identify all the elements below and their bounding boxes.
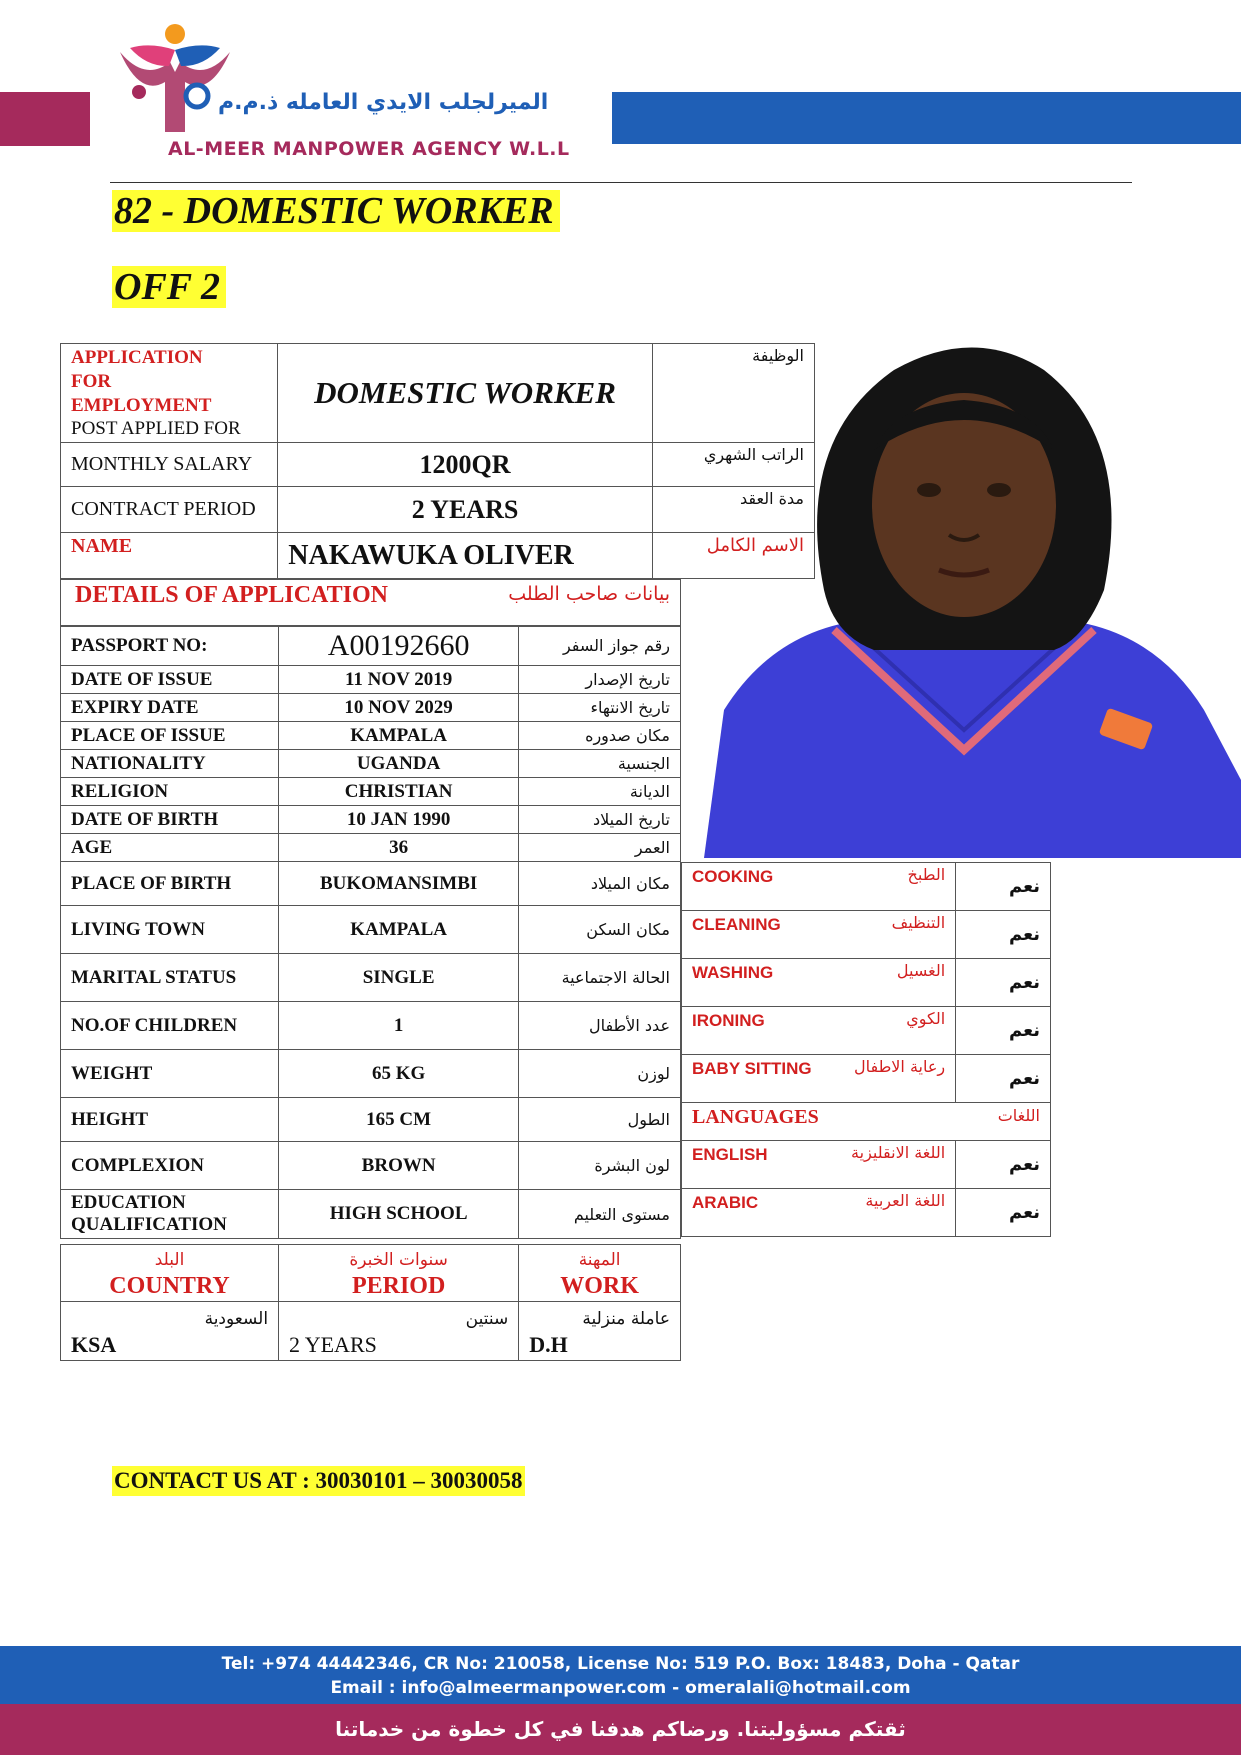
details-row: [61, 954, 681, 1002]
detail-arabic: مكان الميلاد: [519, 862, 681, 906]
skill-name: BABY SITTING: [692, 1059, 812, 1078]
details-row: [61, 1190, 681, 1239]
skill-yes: نعم: [956, 1189, 1051, 1237]
languages-header-arabic: اللغات: [997, 1106, 1040, 1125]
detail-value: 165 CM: [279, 1098, 519, 1142]
details-row: [61, 626, 681, 666]
detail-arabic: مكان السكن: [519, 906, 681, 954]
detail-arabic: لون البشرة: [519, 1142, 681, 1190]
detail-value: KAMPALA: [279, 906, 519, 954]
footer-slogan: ثقتكم مسؤوليتنا. ورضاكم هدفنا في كل خطوة من خدماتنا: [0, 1704, 1241, 1755]
languages-header-row: [682, 1103, 1051, 1141]
details-row: [61, 666, 681, 694]
skill-row: [682, 959, 1051, 1007]
detail-label: HEIGHT: [61, 1098, 279, 1142]
detail-arabic: مكان صدوره: [519, 722, 681, 750]
detail-arabic: مستوى التعليم: [519, 1190, 681, 1239]
period-header: PERIOD: [351, 1273, 446, 1299]
detail-value: A00192660: [279, 626, 519, 666]
details-row: [61, 722, 681, 750]
detail-label: PLACE OF ISSUE: [61, 722, 279, 750]
details-header-en: DETAILS OF APPLICATION: [75, 582, 388, 608]
application-label: APPLICATION FOR EMPLOYMENT: [71, 347, 212, 416]
skill-yes: نعم: [956, 959, 1051, 1007]
application-table: [60, 343, 815, 579]
detail-arabic: رقم جواز السفر: [519, 626, 681, 666]
skill-name: COOKING: [692, 867, 774, 886]
details-row: [61, 906, 681, 954]
details-header: [60, 579, 681, 627]
skill-row: [682, 911, 1051, 959]
footer-info: [0, 1646, 1241, 1704]
details-header-ar: بيانات صاحب الطلب: [508, 583, 670, 605]
skill-row: [682, 1141, 1051, 1189]
agency-name-arabic: الميرلجلب الايدي العامله ذ.م.م: [218, 90, 549, 115]
detail-arabic: عدد الأطفال: [519, 1002, 681, 1050]
details-row: [61, 1098, 681, 1142]
details-row: [61, 1002, 681, 1050]
detail-value: BUKOMANSIMBI: [279, 862, 519, 906]
detail-label: AGE: [61, 834, 279, 862]
detail-label: WEIGHT: [61, 1050, 279, 1098]
detail-value: HIGH SCHOOL: [279, 1190, 519, 1239]
post-applied-arabic: الوظيفة: [652, 344, 814, 443]
period-value: 2 YEARS: [289, 1332, 377, 1357]
details-row: [61, 1142, 681, 1190]
skill-row: [682, 1189, 1051, 1237]
footer-line-1: Tel: +974 44442346, CR No: 210058, License No: 519 P.O. Box: 18483, Doha - Qatar: [221, 1654, 1020, 1674]
salary-label: MONTHLY SALARY: [61, 443, 278, 487]
skill-row: [682, 1007, 1051, 1055]
detail-arabic: لوزن: [519, 1050, 681, 1098]
period-value-ar: سنتين: [465, 1309, 509, 1329]
detail-value: 10 JAN 1990: [279, 806, 519, 834]
skill-name-arabic: الطبخ: [907, 865, 946, 884]
detail-value: CHRISTIAN: [279, 778, 519, 806]
detail-value: BROWN: [279, 1142, 519, 1190]
skill-name-arabic: اللغة الانقليزية: [851, 1143, 946, 1162]
skill-name-arabic: الكوي: [906, 1009, 946, 1028]
detail-label: EXPIRY DATE: [61, 694, 279, 722]
country-header-ar: البلد: [154, 1250, 185, 1270]
detail-value: 65 KG: [279, 1050, 519, 1098]
detail-label: PASSPORT NO:: [61, 626, 279, 666]
header-bar-right: [612, 92, 1241, 144]
name-label: NAME: [61, 533, 278, 579]
skill-yes: نعم: [956, 1141, 1051, 1189]
name-arabic: الاسم الكامل: [652, 533, 814, 579]
country-header: COUNTRY: [109, 1273, 230, 1299]
detail-value: SINGLE: [279, 954, 519, 1002]
detail-arabic: تاريخ الانتهاء: [519, 694, 681, 722]
skill-name: WASHING: [692, 963, 774, 982]
detail-value: KAMPALA: [279, 722, 519, 750]
experience-table: [60, 1244, 681, 1361]
skill-name: ARABIC: [692, 1193, 759, 1212]
header-bar-left: [0, 92, 90, 146]
work-header: WORK: [560, 1273, 639, 1299]
detail-value: UGANDA: [279, 750, 519, 778]
detail-value: 10 NOV 2029: [279, 694, 519, 722]
detail-label: RELIGION: [61, 778, 279, 806]
name-value: NAKAWUKA OLIVER: [278, 533, 652, 579]
post-applied-label: POST APPLIED FOR: [71, 418, 241, 439]
detail-arabic: تاريخ الميلاد: [519, 806, 681, 834]
details-row: [61, 694, 681, 722]
agency-name-english: AL-MEER MANPOWER AGENCY W.L.L: [168, 138, 570, 160]
detail-arabic: العمر: [519, 834, 681, 862]
page-subtitle: OFF 2: [112, 266, 226, 308]
skill-name: CLEANING: [692, 915, 781, 934]
detail-arabic: الديانة: [519, 778, 681, 806]
skill-yes: نعم: [956, 1007, 1051, 1055]
details-row: [61, 834, 681, 862]
skills-table: [681, 862, 1051, 1237]
detail-value: 36: [279, 834, 519, 862]
detail-arabic: الجنسية: [519, 750, 681, 778]
contact-line: CONTACT US AT : 30030101 – 30030058: [112, 1466, 525, 1496]
skill-name-arabic: التنظيف: [891, 913, 946, 932]
detail-label: COMPLEXION: [61, 1142, 279, 1190]
details-row: [61, 778, 681, 806]
languages-header: LANGUAGES: [692, 1106, 819, 1128]
detail-value: 1: [279, 1002, 519, 1050]
details-row: [61, 750, 681, 778]
skill-name: IRONING: [692, 1011, 765, 1030]
header-divider: [110, 182, 1132, 183]
detail-arabic: الحالة الاجتماعية: [519, 954, 681, 1002]
details-row: [61, 806, 681, 834]
country-value-ar: السعودية: [204, 1309, 269, 1329]
skill-yes: نعم: [956, 863, 1051, 911]
salary-arabic: الراتب الشهري: [652, 443, 814, 487]
contract-label: CONTRACT PERIOD: [61, 487, 278, 533]
footer-line-2: Email : info@almeermanpower.com - omeralali@hotmail.com: [330, 1678, 911, 1698]
detail-label: NO.OF CHILDREN: [61, 1002, 279, 1050]
skill-name-arabic: رعاية الاطفال: [853, 1057, 946, 1076]
work-header-ar: المهنة: [578, 1250, 621, 1270]
skill-name-arabic: الغسيل: [896, 961, 946, 980]
post-applied-value: DOMESTIC WORKER: [278, 344, 652, 443]
contract-arabic: مدة العقد: [652, 487, 814, 533]
detail-label: EDUCATION QUALIFICATION: [61, 1190, 279, 1239]
detail-label: MARITAL STATUS: [61, 954, 279, 1002]
details-table: [60, 625, 681, 1239]
detail-label: NATIONALITY: [61, 750, 279, 778]
page-title: 82 - DOMESTIC WORKER: [112, 190, 560, 232]
details-row: [61, 1050, 681, 1098]
detail-label: PLACE OF BIRTH: [61, 862, 279, 906]
skill-name-arabic: اللغة العربية: [865, 1191, 946, 1210]
detail-arabic: الطول: [519, 1098, 681, 1142]
work-value-ar: عاملة منزلية: [582, 1309, 670, 1329]
skill-row: [682, 863, 1051, 911]
skill-yes: نعم: [956, 911, 1051, 959]
country-value: KSA: [71, 1332, 117, 1357]
detail-label: DATE OF ISSUE: [61, 666, 279, 694]
salary-value: 1200QR: [278, 443, 652, 487]
detail-value: 11 NOV 2019: [279, 666, 519, 694]
skill-yes: نعم: [956, 1055, 1051, 1103]
skill-name: ENGLISH: [692, 1145, 768, 1164]
work-value: D.H: [529, 1332, 568, 1357]
skill-row: [682, 1055, 1051, 1103]
details-row: [61, 862, 681, 906]
detail-label: DATE OF BIRTH: [61, 806, 279, 834]
contract-value: 2 YEARS: [278, 487, 652, 533]
detail-arabic: تاريخ الإصدار: [519, 666, 681, 694]
detail-label: LIVING TOWN: [61, 906, 279, 954]
agency-logo-icon: [115, 22, 235, 134]
period-header-ar: سنوات الخبرة: [349, 1250, 448, 1270]
